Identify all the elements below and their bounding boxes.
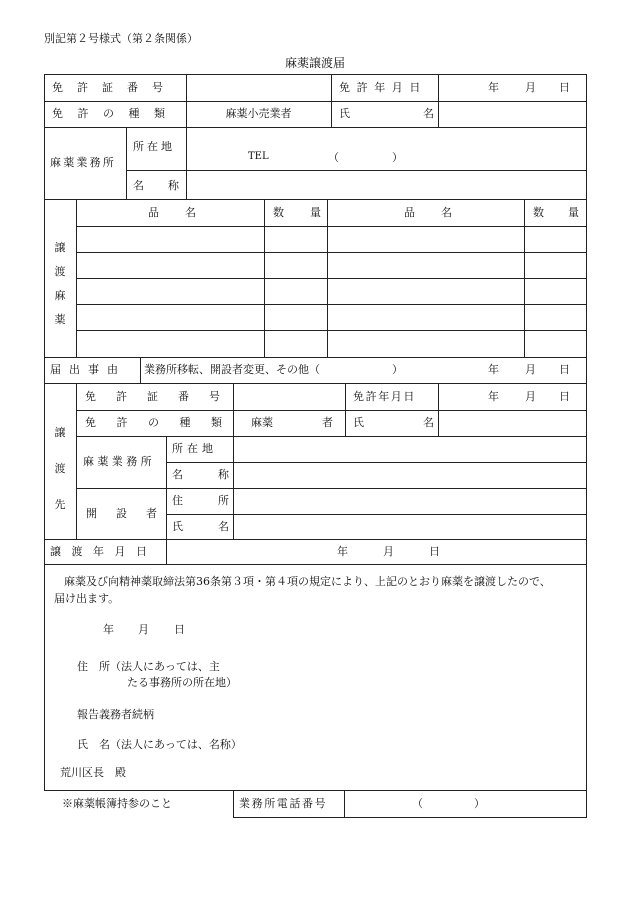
declaration-addressee: 荒川区長 殿 — [60, 766, 126, 779]
recipient-date-label: 免許年月日 — [353, 390, 416, 403]
declaration-signer-label: 報告義務者続柄 — [77, 708, 154, 721]
transfer-date-year: 年 — [337, 545, 348, 558]
office-address-label: 所在地 — [133, 140, 175, 153]
footer-phone-label: 業務所電話番号 — [239, 797, 328, 810]
recipient-office-label: 麻薬業務所 — [83, 455, 155, 468]
transfer-date-month: 月 — [383, 545, 394, 558]
declaration-box — [44, 564, 587, 791]
recipient-date-year: 年 — [488, 390, 499, 403]
reason-close: ） — [392, 363, 403, 376]
drugs-col-item-1-b: 名 — [185, 206, 196, 219]
recipient-type-label: 免許の種類 — [85, 416, 243, 429]
license-date-year: 年 — [488, 81, 499, 94]
drugs-col-item-1-a: 品 — [148, 206, 159, 219]
declaration-day: 日 — [174, 623, 185, 636]
recipient-name-label-1: 氏 — [353, 416, 364, 429]
recipient-date-day: 日 — [559, 390, 570, 403]
recipient-person-name-2: 名 — [218, 520, 229, 533]
license-number-label — [52, 82, 178, 93]
license-type-value: 麻薬小売業者 — [225, 107, 292, 120]
license-type-label: 免許の種類 — [52, 107, 180, 120]
footer-phone-close: ） — [474, 797, 485, 810]
license-date-label: 免許年月日 — [339, 81, 427, 94]
recipient-person-name-1: 氏 — [172, 520, 183, 533]
recipient-date-month: 月 — [525, 390, 536, 403]
recipient-founder-label: 開設者 — [86, 507, 176, 520]
office-name-label-1: 名 — [133, 179, 144, 192]
license-number-value[interactable] — [187, 75, 330, 100]
drugs-col-qty-2-b: 量 — [568, 206, 579, 219]
recipient-residence-1: 住 — [172, 494, 183, 507]
declaration-text-2: 届け出ます。 — [54, 592, 120, 605]
drugs-col-qty-1-b: 量 — [310, 206, 321, 219]
recipient-section-label: 譲 渡 先 — [54, 426, 66, 511]
footer-phone-open: （ — [412, 797, 423, 810]
office-tel-open: （ — [328, 151, 339, 164]
form-number: 別記第２号様式（第２条関係） — [44, 32, 198, 45]
office-label: 麻薬業務所 — [50, 156, 116, 169]
office-name-label-2: 称 — [168, 179, 179, 192]
holder-name-label-2: 名 — [423, 107, 434, 120]
office-tel-label: TEL — [248, 151, 269, 162]
holder-name-label-1: 氏 — [339, 107, 350, 120]
recipient-address-label: 所在地 — [172, 442, 217, 455]
declaration-name-label: 氏 名（法人にあっては、名称） — [77, 738, 242, 751]
drugs-col-qty-1-a: 数 — [273, 206, 284, 219]
license-date-day: 日 — [559, 81, 570, 94]
declaration-year: 年 — [103, 623, 114, 636]
drugs-col-item-2-a: 品 — [404, 206, 415, 219]
declaration-text-1: 麻薬及び向精神薬取締法第36条第３項・第４項の規定により、上記のとおり麻薬を譲渡したので、 — [64, 575, 551, 588]
declaration-address-label-2: たる事務所の所在地） — [127, 676, 237, 689]
footer-note: ※麻薬帳簿持参のこと — [62, 797, 172, 810]
declaration-address-label: 住 所（法人にあっては、主 — [77, 660, 220, 673]
recipient-type-prefix: 麻薬 — [251, 416, 273, 429]
drugs-col-qty-2-a: 数 — [533, 206, 544, 219]
reason-value: 業務所移転、開設者変更、その他（ — [144, 363, 320, 376]
declaration-month: 月 — [138, 623, 149, 636]
recipient-office-name-2: 称 — [218, 468, 229, 481]
office-tel-close: ） — [392, 151, 403, 164]
recipient-residence-2: 所 — [218, 494, 229, 507]
transfer-date-label: 譲渡年月日 — [50, 545, 158, 558]
recipient-number-label: 免許証番号 — [85, 390, 240, 403]
transfer-date-day: 日 — [429, 545, 440, 558]
reason-label: 届出事由 — [50, 363, 126, 376]
license-date-month: 月 — [525, 81, 536, 94]
form-title: 麻薬譲渡届 — [284, 56, 345, 70]
recipient-type-suffix: 者 — [322, 416, 333, 429]
drugs-section-label: 譲 渡 麻 薬 — [54, 241, 66, 326]
reason-day: 日 — [559, 363, 570, 376]
recipient-name-label-2: 名 — [423, 416, 434, 429]
reason-month: 月 — [525, 363, 536, 376]
recipient-office-name-1: 名 — [172, 468, 183, 481]
drugs-col-item-2-b: 名 — [441, 206, 452, 219]
license-number-text: 免許証番号 — [52, 81, 177, 94]
reason-year: 年 — [488, 363, 499, 376]
